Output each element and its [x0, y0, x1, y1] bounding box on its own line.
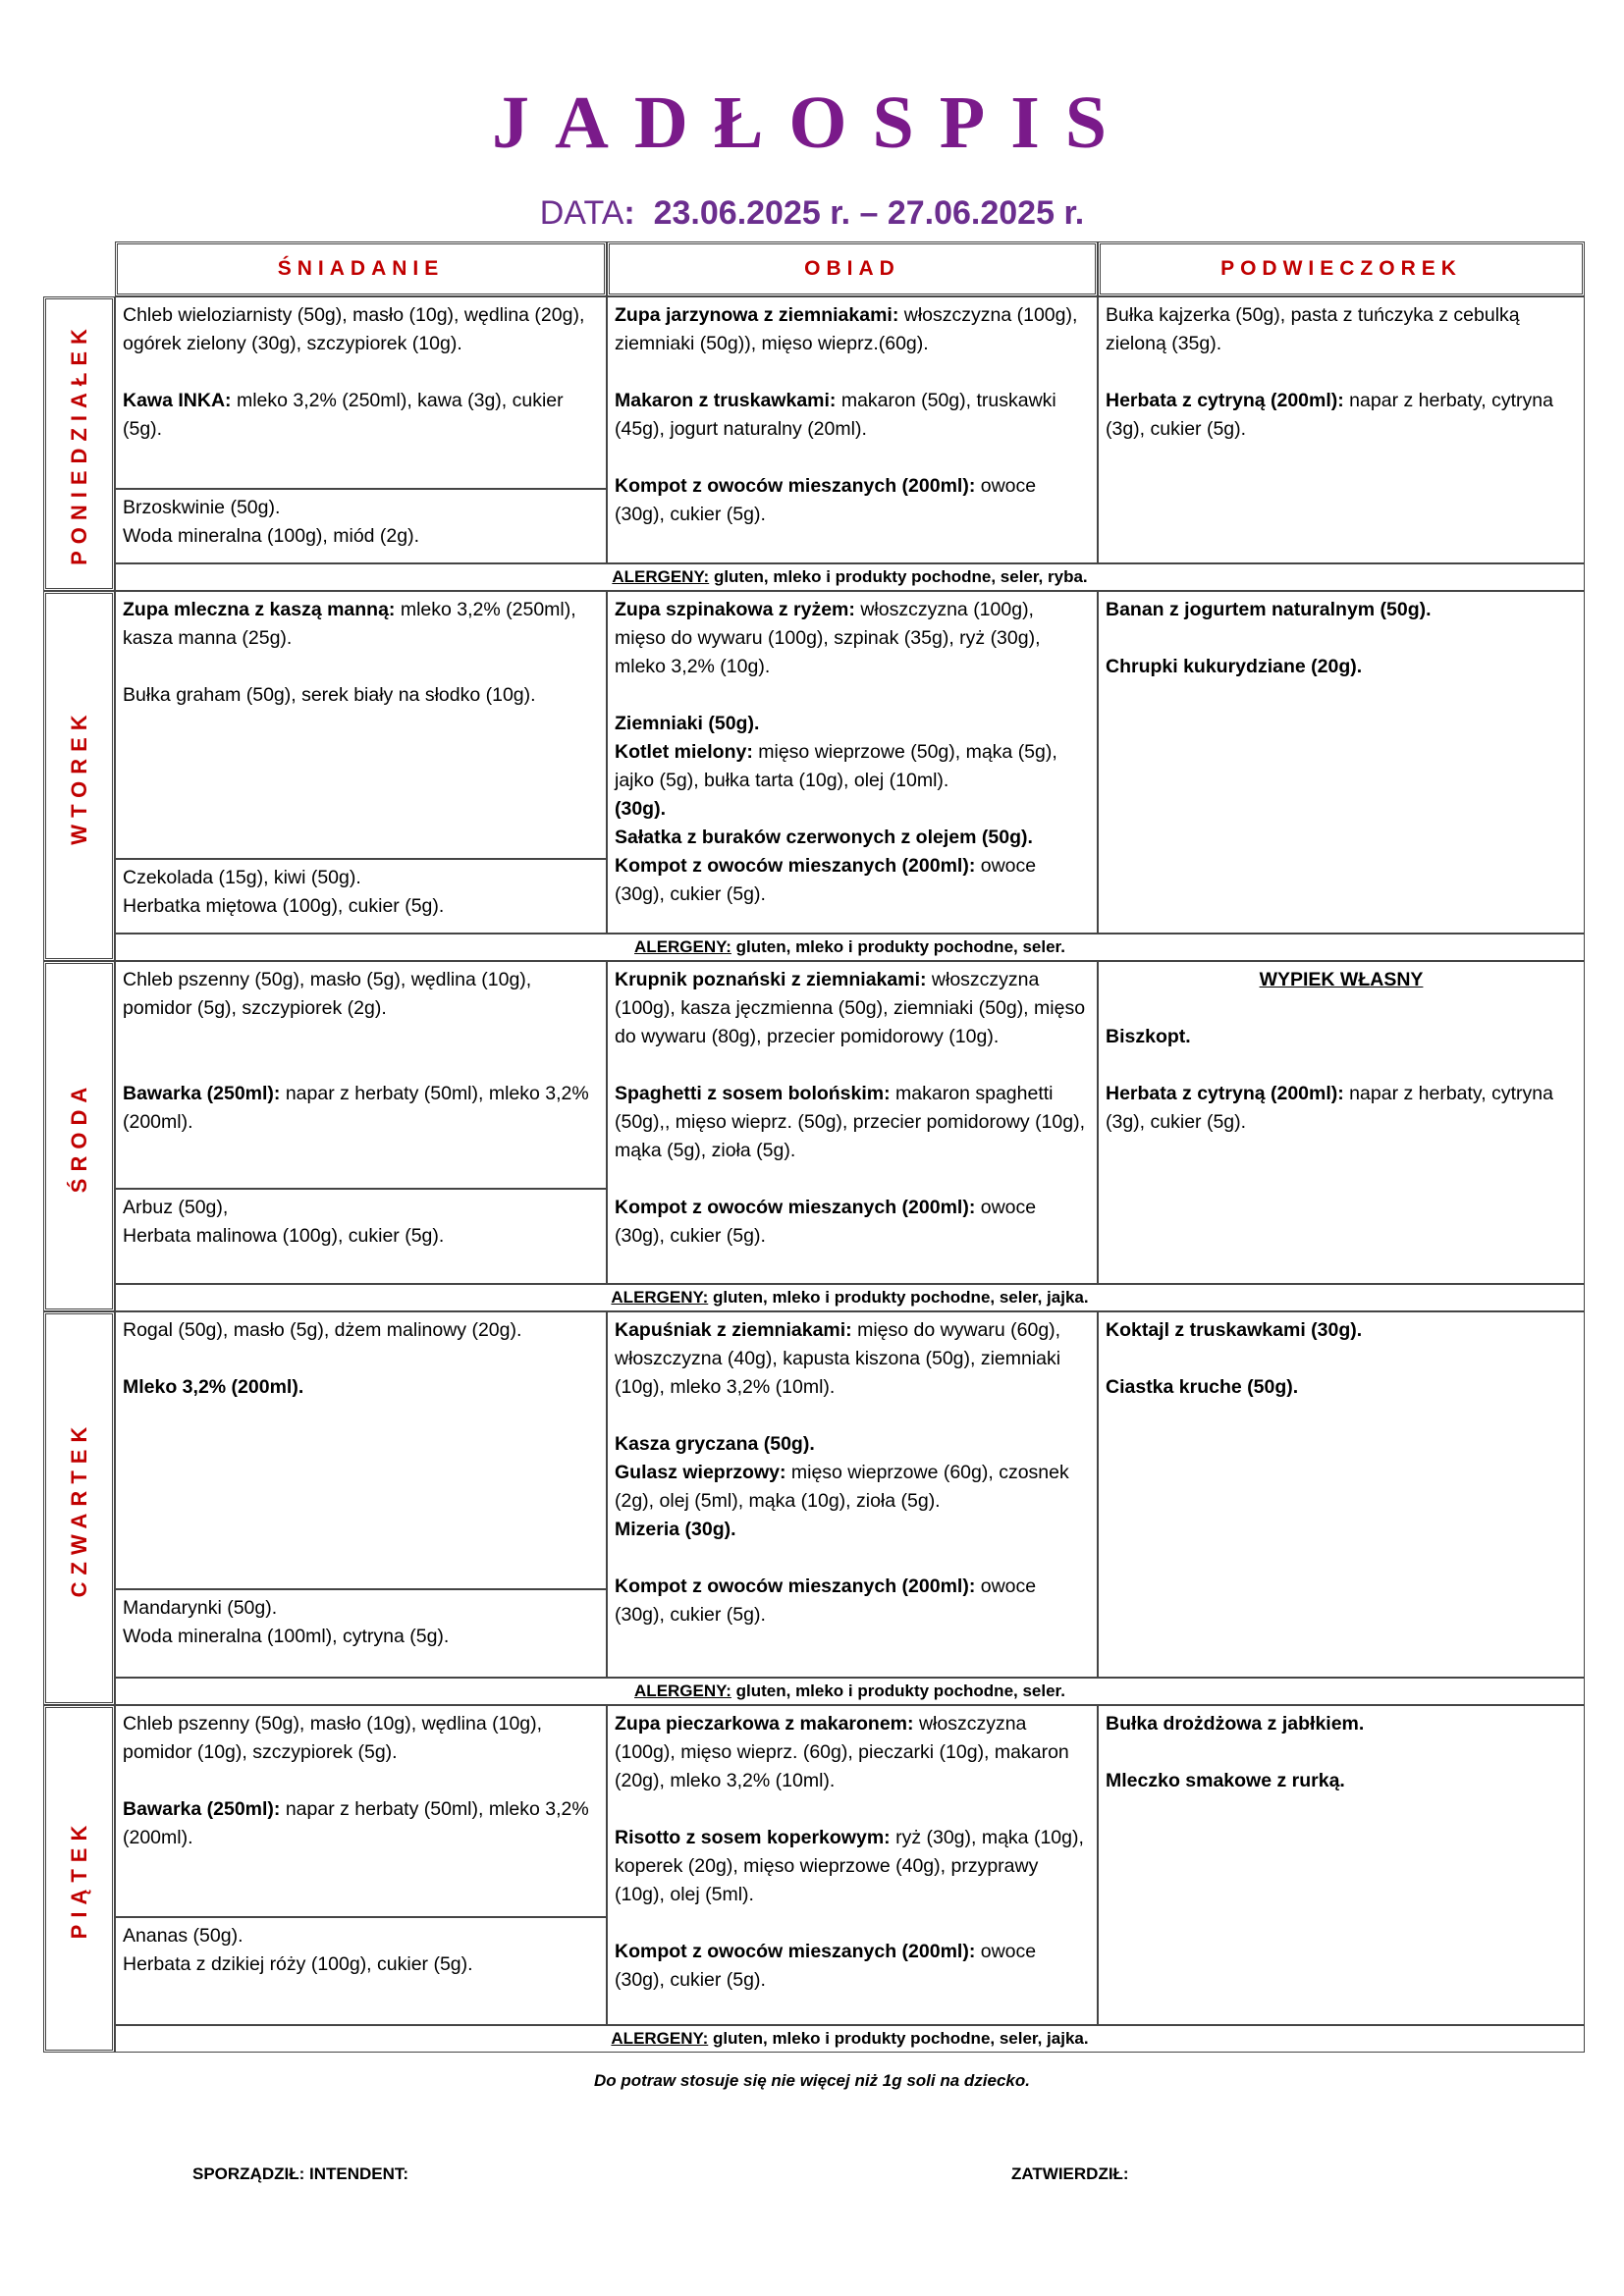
day-3-snack-text	[1106, 966, 1577, 1137]
day-2-second-breakfast-item-detail: Czekolada (15g), kiwi (50g).	[123, 867, 361, 888]
day-5-label-cell	[43, 1705, 115, 2053]
day-4-lunch-line	[615, 1459, 1090, 1516]
day-5-second-breakfast-text	[123, 1922, 599, 1979]
day-2-lunch-text	[615, 596, 1090, 909]
day-2-breakfast-text	[123, 596, 599, 710]
day-2-second-breakfast-item-detail: Herbatka miętowa (100g), cukier (5g).	[123, 895, 445, 917]
day-5-allergens-list: gluten, mleko i produkty pochodne, seler, jajka.	[713, 2029, 1089, 2048]
day-3-second-breakfast-text	[123, 1194, 599, 1251]
date-value: 23.06.2025 r. – 27.06.2025 r.	[653, 194, 1085, 232]
day-5-breakfast-line	[123, 1710, 599, 1767]
day-3-snack-line	[1106, 1051, 1577, 1080]
date-prefix: DATA	[539, 194, 624, 232]
day-5-breakfast-line	[123, 1795, 599, 1852]
day-3-snack-item-name: Herbata z cytryną (200ml):	[1106, 1083, 1344, 1104]
day-4-lunch-item-name: Gulasz wieprzowy:	[615, 1462, 786, 1483]
day-3-snack-line	[1106, 994, 1577, 1023]
day-5-lunch-item-name: Zupa pieczarkowa z makaronem:	[615, 1713, 914, 1735]
day-4-snack-item-name: Koktajl z truskawkami (30g).	[1106, 1319, 1363, 1341]
day-3-breakfast-text	[123, 966, 599, 1137]
header-lunch: OBIAD	[607, 241, 1098, 296]
day-3-second-breakfast-line	[123, 1194, 599, 1222]
day-5-lunch-line	[615, 1824, 1090, 1909]
day-1-snack-item-name: Herbata z cytryną (200ml):	[1106, 390, 1344, 411]
day-3-breakfast-line	[123, 966, 599, 1023]
day-2-lunch-item-detail: włoszczyzna (100g), mięso do wywaru (100g), szpinak (35g), ryż (30g), mleko 3,2% (10g).	[615, 599, 1041, 677]
day-4-second-breakfast-item-detail: Woda mineralna (100ml), cytryna (5g).	[123, 1626, 450, 1647]
day-3-lunch-line	[615, 1194, 1090, 1251]
day-4-snack-text	[1106, 1316, 1577, 1402]
day-4-lunch-item-name: Mizeria (30g).	[615, 1519, 736, 1540]
day-5-second-breakfast-line	[123, 1950, 599, 1979]
day-2-lunch-line	[615, 852, 1090, 909]
day-3-lunch-line	[615, 1165, 1090, 1194]
day-4-lunch-line	[615, 1316, 1090, 1402]
day-4-second-breakfast-line	[123, 1623, 599, 1651]
day-5-allergens	[115, 2025, 1585, 2053]
day-4-label-cell	[43, 1311, 115, 1705]
day-5-lunch-line	[615, 1938, 1090, 1995]
prepared-by: SPORZĄDZIŁ: INTENDENT:	[192, 2164, 409, 2183]
day-3-lunch-line	[615, 966, 1090, 1051]
day-3-snack-heading	[1106, 966, 1577, 994]
day-1-allergens-label: ALERGENY:	[612, 567, 710, 586]
day-2-allergens-label: ALERGENY:	[634, 937, 731, 956]
day-2-lunch-line	[615, 681, 1090, 710]
day-3-lunch-item-name: Spaghetti z sosem bolońskim:	[615, 1083, 891, 1104]
day-2-second-breakfast-line	[123, 864, 599, 892]
day-2-second-breakfast-line	[123, 892, 599, 921]
day-2-label-cell	[43, 591, 115, 961]
date-range	[0, 194, 1624, 233]
day-4-allergens	[115, 1678, 1585, 1705]
day-4-lunch-item-detail: mięso do wywaru (60g), włoszczyzna (40g), kapusta kiszona (50g), ziemniaki (10g), mleko 3,2% (10ml).	[615, 1319, 1061, 1398]
day-2-lunch-line	[615, 824, 1090, 852]
day-2-breakfast-line	[123, 653, 599, 681]
header-snack: PODWIECZOREK	[1098, 241, 1585, 296]
day-4-lunch-line	[615, 1402, 1090, 1430]
date-colon: :	[623, 194, 635, 232]
day-4-allergens-label: ALERGENY:	[634, 1682, 731, 1700]
day-3-second-breakfast-line	[123, 1222, 599, 1251]
day-5-name: PIĄTEK	[66, 1818, 91, 1940]
day-3-allergens	[115, 1284, 1585, 1311]
day-3-breakfast-line	[123, 1080, 599, 1137]
day-2-lunch-line	[615, 596, 1090, 681]
day-5-snack-line	[1106, 1738, 1577, 1767]
day-1-label-cell	[43, 296, 115, 591]
day-2-lunch-item-detail: mięso wieprzowe (50g), mąka (5g), jajko (5g), bułka tarta (10g), olej (10ml).	[615, 741, 1057, 791]
day-4-lunch-item-name: Kapuśniak z ziemniakami:	[615, 1319, 852, 1341]
day-3-snack-heading-text: WYPIEK WŁASNY	[1259, 969, 1424, 990]
day-1-second-breakfast-item-detail: Brzoskwinie (50g).	[123, 497, 281, 518]
day-2-lunch-line	[615, 710, 1090, 738]
day-1-breakfast-line	[123, 301, 599, 358]
day-5-breakfast-item-name: Bawarka (250ml):	[123, 1798, 281, 1820]
day-1-lunch-item-name: Kompot z owoców mieszanych (200ml):	[615, 475, 976, 497]
day-1-snack-text	[1106, 301, 1577, 444]
day-2-snack-text	[1106, 596, 1577, 681]
day-3-breakfast-line	[123, 1051, 599, 1080]
day-2-snack-line	[1106, 596, 1577, 624]
day-3-allergens-list: gluten, mleko i produkty pochodne, seler, jajka.	[713, 1288, 1089, 1307]
day-1-snack-item-detail: Bułka kajzerka (50g), pasta z tuńczyka z cebulką zieloną (35g).	[1106, 304, 1520, 354]
day-5-breakfast-text	[123, 1710, 599, 1852]
day-3-lunch-text	[615, 966, 1090, 1251]
day-3-lunch-item-detail: owoce (30g), cukier (5g).	[615, 1197, 1037, 1247]
day-4-snack-line	[1106, 1373, 1577, 1402]
day-4-lunch-item-detail: mięso wieprzowe (60g), czosnek (2g), olej (5ml), mąka (10g), zioła (5g).	[615, 1462, 1069, 1512]
day-5-snack-line	[1106, 1767, 1577, 1795]
day-1-lunch-line	[615, 472, 1090, 529]
day-5-lunch-item-name: Kompot z owoców mieszanych (200ml):	[615, 1941, 976, 1962]
day-4-snack-line	[1106, 1345, 1577, 1373]
day-2-snack-item-name: Banan z jogurtem naturalnym (50g).	[1106, 599, 1432, 620]
salt-note: Do potraw stosuje się nie więcej niż 1g soli na dziecko.	[593, 2071, 1030, 2090]
day-4-breakfast-item-detail: Rogal (50g), masło (5g), dżem malinowy (20g).	[123, 1319, 522, 1341]
day-1-breakfast-item-name: Kawa INKA:	[123, 390, 232, 411]
day-4-breakfast-line	[123, 1373, 599, 1402]
day-4-second-breakfast-text	[123, 1594, 599, 1651]
day-1-breakfast-line	[123, 358, 599, 387]
day-5-lunch-item-name: Risotto z sosem koperkowym:	[615, 1827, 891, 1848]
day-3-name: ŚRODA	[66, 1080, 91, 1193]
day-5-lunch-text	[615, 1710, 1090, 1995]
day-1-snack-item-detail: napar z herbaty, cytryna (3g), cukier (5g).	[1106, 390, 1553, 440]
day-3-breakfast-item-detail: Chleb pszenny (50g), masło (5g), wędlina (10g), pomidor (5g), szczypiorek (2g).	[123, 969, 532, 1019]
day-4-lunch-line	[615, 1544, 1090, 1573]
day-4-name: CZWARTEK	[66, 1419, 91, 1597]
day-3-lunch-item-detail: makaron spaghetti (50g),, mięso wieprz. (50g), przecier pomidorowy (10g), mąka (5g), zioła (5g).	[615, 1083, 1086, 1161]
day-5-snack-text	[1106, 1710, 1577, 1795]
day-2-lunch-line	[615, 795, 1090, 824]
day-2-second-breakfast-text	[123, 864, 599, 921]
day-5-lunch-item-detail: ryż (30g), mąka (10g), koperek (20g), mięso wieprzowe (40g), przyprawy (10g), olej (5ml).	[615, 1827, 1084, 1905]
header-breakfast: ŚNIADANIE	[115, 241, 607, 296]
day-4-snack-line	[1106, 1316, 1577, 1345]
day-2-breakfast-item-detail: mleko 3,2% (250ml), kasza manna (25g).	[123, 599, 576, 649]
day-2-lunch-item-name: (30g).	[615, 798, 667, 820]
day-4-lunch-line	[615, 1573, 1090, 1629]
day-3-lunch-line	[615, 1080, 1090, 1165]
page-title: JADŁOSPIS	[491, 81, 1133, 164]
day-4-lunch-line	[615, 1516, 1090, 1544]
day-5-snack-item-name: Mleczko smakowe z rurką.	[1106, 1770, 1345, 1791]
day-5-lunch-line	[615, 1795, 1090, 1824]
day-4-lunch-item-name: Kompot z owoców mieszanych (200ml):	[615, 1575, 976, 1597]
day-2-lunch-item-name: Ziemniaki (50g).	[615, 713, 760, 734]
day-1-lunch-item-name: Zupa jarzynowa z ziemniakami:	[615, 304, 899, 326]
day-2-breakfast-item-detail: Bułka graham (50g), serek biały na słodko (10g).	[123, 684, 536, 706]
day-5-allergens-label: ALERGENY:	[611, 2029, 709, 2048]
menu-table	[43, 241, 1585, 2053]
day-3-breakfast-line	[123, 1023, 599, 1051]
day-1-lunch-line	[615, 358, 1090, 387]
day-1-lunch-item-detail: owoce (30g), cukier (5g).	[615, 475, 1037, 525]
day-2-snack-item-name: Chrupki kukurydziane (20g).	[1106, 656, 1363, 677]
day-4-breakfast-line	[123, 1345, 599, 1373]
day-4-lunch-item-name: Kasza gryczana (50g).	[615, 1433, 815, 1455]
day-5-lunch-line	[615, 1710, 1090, 1795]
day-4-lunch-line	[615, 1430, 1090, 1459]
day-5-lunch-item-detail: włoszczyzna (100g), mięso wieprz. (60g), pieczarki (10g), makaron (20g), mleko 3,2% (10ml).	[615, 1713, 1069, 1791]
day-1-snack-line	[1106, 301, 1577, 358]
day-1-allergens	[115, 563, 1585, 591]
day-3-lunch-item-name: Krupnik poznański z ziemniakami:	[615, 969, 927, 990]
day-2-allergens	[115, 934, 1585, 961]
day-4-lunch-item-detail: owoce (30g), cukier (5g).	[615, 1575, 1037, 1626]
day-1-lunch-item-name: Makaron z truskawkami:	[615, 390, 837, 411]
day-3-label-cell	[43, 961, 115, 1311]
day-2-breakfast-item-name: Zupa mleczna z kaszą manną:	[123, 599, 396, 620]
day-3-second-breakfast-item-detail: Arbuz (50g),	[123, 1197, 229, 1218]
day-1-lunch-item-detail: włoszczyzna (100g), ziemniaki (50g)), mięso wieprz.(60g).	[615, 304, 1078, 354]
day-2-snack-line	[1106, 653, 1577, 681]
day-2-lunch-item-name: Kotlet mielony:	[615, 741, 753, 763]
day-3-snack-line	[1106, 1023, 1577, 1051]
day-1-lunch-item-detail: makaron (50g), truskawki (45g), jogurt naturalny (20ml).	[615, 390, 1056, 440]
day-4-second-breakfast-line	[123, 1594, 599, 1623]
day-3-snack-item-detail: napar z herbaty, cytryna (3g), cukier (5g).	[1106, 1083, 1553, 1133]
day-4-breakfast-line	[123, 1316, 599, 1345]
day-2-name: WTOREK	[66, 707, 91, 845]
day-1-allergens-list: gluten, mleko i produkty pochodne, seler, ryba.	[713, 567, 1088, 586]
day-1-snack-line	[1106, 358, 1577, 387]
day-1-breakfast-text	[123, 301, 599, 444]
day-3-lunch-item-name: Kompot z owoców mieszanych (200ml):	[615, 1197, 976, 1218]
day-5-snack-line	[1106, 1710, 1577, 1738]
day-5-second-breakfast-item-detail: Ananas (50g).	[123, 1925, 244, 1947]
day-1-second-breakfast-text	[123, 494, 599, 551]
day-2-breakfast-line	[123, 596, 599, 653]
day-4-lunch-text	[615, 1316, 1090, 1629]
day-3-breakfast-item-name: Bawarka (250ml):	[123, 1083, 281, 1104]
day-1-snack-line	[1106, 387, 1577, 444]
day-5-breakfast-item-detail: napar z herbaty (50ml), mleko 3,2% (200ml).	[123, 1798, 589, 1848]
day-2-lunch-item-name: Sałatka z buraków czerwonych z olejem (50g).	[615, 827, 1033, 848]
day-2-lunch-item-detail: owoce (30g), cukier (5g).	[615, 855, 1037, 905]
day-3-lunch-line	[615, 1051, 1090, 1080]
day-1-breakfast-item-detail: Chleb wieloziarnisty (50g), masło (10g), wędlina (20g), ogórek zielony (30g), szczypiorek (10g).	[123, 304, 585, 354]
day-4-breakfast-text	[123, 1316, 599, 1402]
day-4-breakfast-item-name: Mleko 3,2% (200ml).	[123, 1376, 304, 1398]
day-5-lunch-line	[615, 1909, 1090, 1938]
day-5-second-breakfast-line	[123, 1922, 599, 1950]
day-1-lunch-text	[615, 301, 1090, 529]
day-5-breakfast-item-detail: Chleb pszenny (50g), masło (10g), wędlina (10g), pomidor (10g), szczypiorek (5g).	[123, 1713, 543, 1763]
day-1-second-breakfast-line	[123, 494, 599, 522]
day-4-allergens-list: gluten, mleko i produkty pochodne, seler.	[735, 1682, 1065, 1700]
day-4-second-breakfast-item-detail: Mandarynki (50g).	[123, 1597, 278, 1619]
day-1-name: PONIEDZIAŁEK	[66, 322, 91, 565]
day-5-snack-item-name: Bułka drożdżowa z jabłkiem.	[1106, 1713, 1365, 1735]
day-2-breakfast-line	[123, 681, 599, 710]
day-1-second-breakfast-line	[123, 522, 599, 551]
day-3-lunch-item-detail: włoszczyzna (100g), kasza jęczmienna (50g), ziemniaki (50g), mięso do wywaru (80g), przecier pomidorowy (10g).	[615, 969, 1086, 1047]
day-2-allergens-list: gluten, mleko i produkty pochodne, seler.	[735, 937, 1065, 956]
day-5-lunch-item-detail: owoce (30g), cukier (5g).	[615, 1941, 1037, 1991]
day-2-lunch-line	[615, 738, 1090, 795]
day-5-second-breakfast-item-detail: Herbata z dzikiej róży (100g), cukier (5g).	[123, 1953, 473, 1975]
day-3-second-breakfast-item-detail: Herbata malinowa (100g), cukier (5g).	[123, 1225, 445, 1247]
day-1-lunch-line	[615, 301, 1090, 358]
day-2-snack-line	[1106, 624, 1577, 653]
day-1-breakfast-item-detail: mleko 3,2% (250ml), kawa (3g), cukier (5g).	[123, 390, 564, 440]
day-1-lunch-line	[615, 444, 1090, 472]
day-1-lunch-line	[615, 387, 1090, 444]
day-3-allergens-label: ALERGENY:	[611, 1288, 709, 1307]
day-1-second-breakfast-item-detail: Woda mineralna (100g), miód (2g).	[123, 525, 420, 547]
approved-by: ZATWIERDZIŁ:	[1011, 2164, 1129, 2183]
day-2-lunch-item-name: Zupa szpinakowa z ryżem:	[615, 599, 855, 620]
day-2-lunch-item-name: Kompot z owoców mieszanych (200ml):	[615, 855, 976, 877]
day-4-snack-item-name: Ciastka kruche (50g).	[1106, 1376, 1299, 1398]
day-1-breakfast-line	[123, 387, 599, 444]
day-3-breakfast-item-detail: napar z herbaty (50ml), mleko 3,2% (200ml).	[123, 1083, 589, 1133]
day-3-snack-line	[1106, 1080, 1577, 1137]
day-5-breakfast-line	[123, 1767, 599, 1795]
day-3-snack-item-name: Biszkopt.	[1106, 1026, 1191, 1047]
